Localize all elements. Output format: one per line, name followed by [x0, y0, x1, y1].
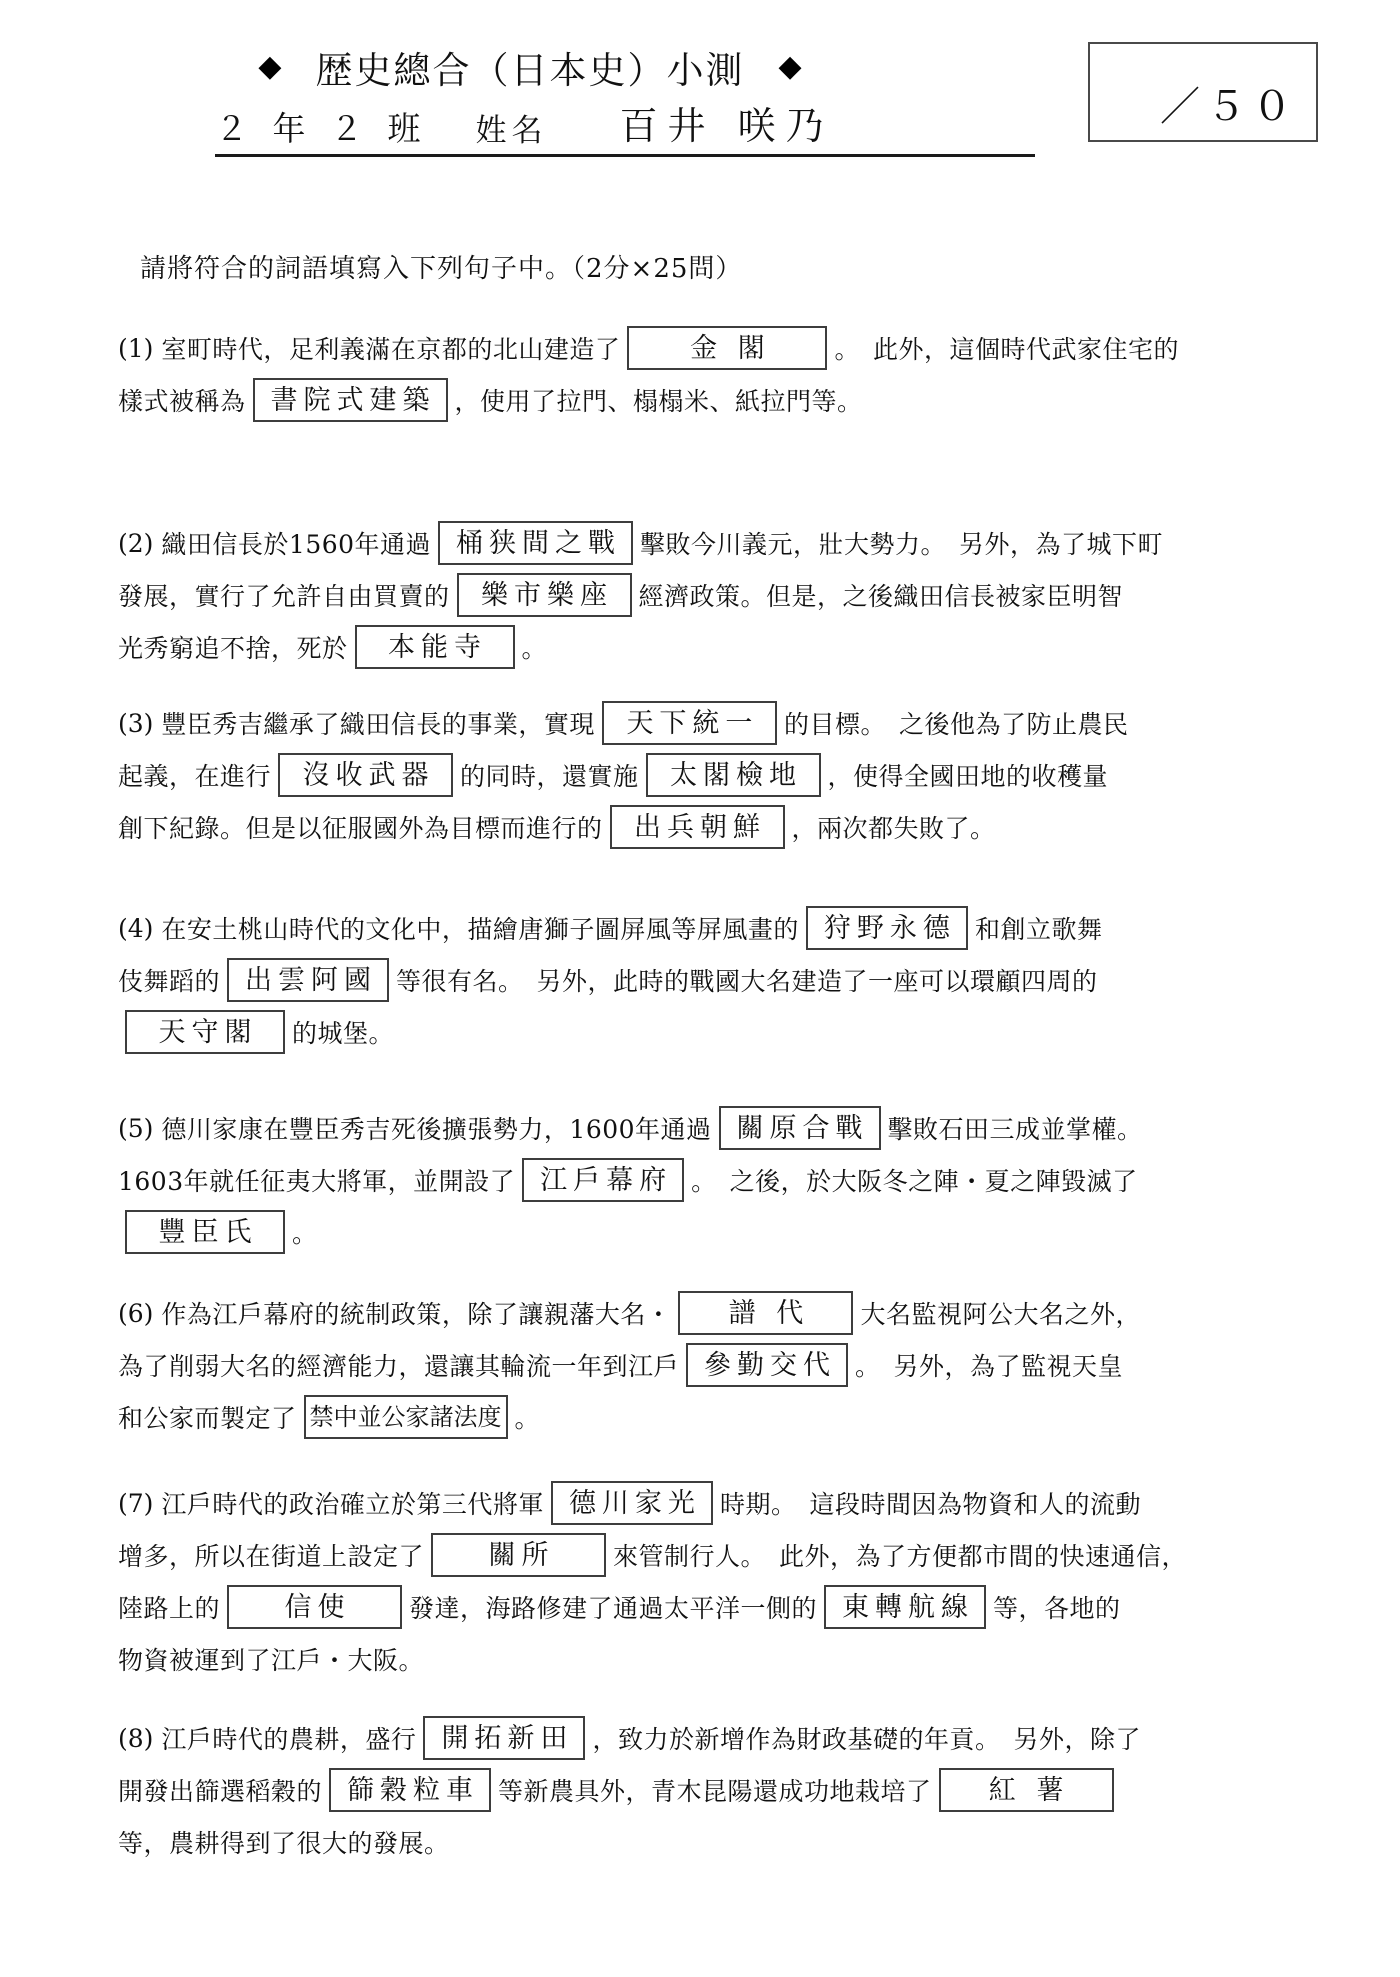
answer-box[interactable]: 本能寺	[355, 625, 515, 669]
answer-box[interactable]: 沒收武器	[278, 753, 453, 797]
question-text: 發達，海路修建了通過太平洋一側的	[409, 1594, 818, 1623]
answer-box[interactable]: 德川家光	[551, 1481, 713, 1525]
question-line	[118, 624, 1308, 670]
question-text: 等新農具外，青木昆陽還成功地栽培了	[498, 1777, 932, 1806]
question-text: 物資被運到了江戶・大阪。	[118, 1646, 425, 1675]
question-text: 的同時，還實施	[460, 762, 639, 791]
question-text: 在安土桃山時代的文化中，描繪唐獅子圖屏風等屏風畫的	[161, 915, 799, 944]
question-line	[118, 377, 1308, 423]
question-line	[118, 1584, 1308, 1630]
answer-box[interactable]: 開拓新田	[423, 1716, 585, 1760]
question-block	[118, 700, 1308, 856]
question-text: 經濟政策。但是，之後織田信長被家臣明智	[638, 582, 1124, 611]
question-text: 的城堡。	[292, 1019, 395, 1048]
question-text: 江戶時代的農耕，盛行	[161, 1725, 417, 1754]
question-text: 光秀窮追不捨，死於	[118, 634, 348, 663]
question-text: 為了削弱大名的經濟能力，還讓其輪流一年到江戶	[118, 1352, 680, 1381]
question-text: 豐臣秀吉繼承了織田信長的事業，實現	[161, 710, 595, 739]
answer-box[interactable]: 關所	[431, 1533, 606, 1577]
question-line	[118, 1209, 1308, 1255]
student-name-field[interactable]: 百井 咲乃	[619, 104, 834, 148]
score-total: ／５０	[1160, 84, 1298, 130]
question-number: (1)	[118, 333, 154, 363]
question-text: 織田信長於1560年通過	[161, 530, 432, 559]
answer-box[interactable]: 信使	[227, 1585, 402, 1629]
answer-box[interactable]: 金 閣	[627, 326, 827, 370]
question-number: (3)	[118, 708, 154, 738]
question-text: 的目標。 之後他為了防止農民	[783, 710, 1129, 739]
question-text: 江戶時代的政治確立於第三代將軍	[161, 1490, 544, 1519]
question-text: 來管制行人。 此外，為了方便都市間的快速通信，	[613, 1542, 1188, 1571]
page-title: 歴史總合（日本史）小測	[315, 49, 745, 92]
instruction-text: 請將符合的詞語填寫入下列句子中。（2分×25問）	[140, 254, 743, 284]
answer-box[interactable]: 樂市樂座	[457, 573, 632, 617]
student-identity-row	[215, 100, 1035, 157]
answer-box[interactable]: 天守閣	[125, 1010, 285, 1054]
question-line	[118, 1767, 1308, 1813]
answer-box[interactable]: 江戶幕府	[522, 1158, 684, 1202]
answer-box[interactable]: 紅 薯	[939, 1768, 1114, 1812]
answer-box[interactable]: 書院式建築	[253, 378, 448, 422]
question-line	[118, 1342, 1308, 1388]
question-text: ，使用了拉門、榻榻米、紙拉門等。	[454, 387, 863, 416]
question-text: 等很有名。 另外，此時的戰國大名建造了一座可以環顧四周的	[396, 967, 1098, 996]
question-line	[118, 325, 1308, 371]
question-text: 等，各地的	[993, 1594, 1121, 1623]
question-text: 。	[514, 1404, 541, 1433]
question-line	[118, 1480, 1308, 1526]
answer-box[interactable]: 關原合戰	[719, 1106, 881, 1150]
question-text: 開發出篩選稻穀的	[118, 1777, 323, 1806]
question-line	[118, 1290, 1308, 1336]
score-box[interactable]	[1088, 42, 1318, 142]
answer-box[interactable]: 參勤交代	[686, 1343, 848, 1387]
question-number: (4)	[118, 913, 154, 943]
question-number: (7)	[118, 1488, 154, 1518]
diamond-right-icon: ◆	[778, 49, 802, 84]
question-text: 等，農耕得到了很大的發展。	[118, 1829, 450, 1858]
question-text: ，使得全國田地的收穫量	[827, 762, 1109, 791]
question-line	[118, 957, 1308, 1003]
answer-box[interactable]: 太閣檢地	[646, 753, 821, 797]
question-text: 。 此外，這個時代武家住宅的	[834, 335, 1179, 364]
answer-box[interactable]: 出兵朝鮮	[610, 805, 785, 849]
question-line	[118, 905, 1308, 951]
question-line	[118, 1105, 1308, 1151]
question-text: 和公家而製定了	[118, 1404, 297, 1433]
question-line	[118, 752, 1308, 798]
question-line	[118, 1819, 1308, 1865]
question-block	[118, 1480, 1308, 1688]
question-line	[118, 1532, 1308, 1578]
question-text: 德川家康在豐臣秀吉死後擴張勢力，1600年通過	[161, 1115, 712, 1144]
question-text: 擊敗今川義元，壯大勢力。 另外，為了城下町	[640, 530, 1164, 559]
question-block	[118, 325, 1308, 429]
grade-class-field: ２ 年 ２ 班	[215, 109, 428, 148]
question-line	[118, 1715, 1308, 1761]
question-number: (2)	[118, 528, 154, 558]
question-text: 。	[521, 634, 548, 663]
question-text: 陸路上的	[118, 1594, 221, 1623]
answer-box[interactable]: 禁中並公家諸法度	[304, 1395, 508, 1439]
question-number: (5)	[118, 1113, 154, 1143]
question-block	[118, 905, 1308, 1061]
question-text: 樣式被稱為	[118, 387, 246, 416]
question-text: 。 之後，於大阪冬之陣・夏之陣毀滅了	[691, 1167, 1138, 1196]
question-line	[118, 1636, 1308, 1682]
answer-box[interactable]: 桶狭間之戰	[438, 521, 633, 565]
question-line	[118, 1009, 1308, 1055]
question-text: 發展，實行了允許自由買賣的	[118, 582, 450, 611]
title-row	[0, 40, 1060, 94]
answer-box[interactable]: 譜 代	[678, 1291, 853, 1335]
answer-box[interactable]: 狩野永德	[806, 906, 968, 950]
question-text: 1603年就任征夷大將軍，並開設了	[118, 1167, 516, 1196]
question-block	[118, 1105, 1308, 1261]
question-block	[118, 1290, 1308, 1446]
answer-box[interactable]: 東轉航線	[824, 1585, 986, 1629]
question-text: ，兩次都失敗了。	[791, 814, 996, 843]
answer-box[interactable]: 天下統一	[602, 701, 777, 745]
question-number: (6)	[118, 1298, 154, 1328]
question-line	[118, 1394, 1308, 1440]
question-text: 創下紀錄。但是以征服國外為目標而進行的	[118, 814, 603, 843]
answer-box[interactable]: 出雲阿國	[227, 958, 389, 1002]
question-text: 。 另外，為了監視天皇	[855, 1352, 1124, 1381]
question-text: 室町時代，足利義滿在京都的北山建造了	[161, 335, 621, 364]
question-line	[118, 572, 1308, 618]
diamond-left-icon: ◆	[258, 49, 282, 84]
question-text: 伎舞蹈的	[118, 967, 221, 996]
question-line	[118, 1157, 1308, 1203]
question-text: 擊敗石田三成並掌權。	[887, 1115, 1143, 1144]
question-text: 。	[292, 1219, 318, 1248]
name-label: 姓名	[475, 113, 548, 149]
answer-box[interactable]: 篩穀粒車	[329, 1768, 491, 1812]
worksheet-header	[0, 0, 1400, 190]
answer-box[interactable]: 豐臣氏	[125, 1210, 285, 1254]
question-text: 起義，在進行	[118, 762, 272, 791]
question-text: 增多，所以在街道上設定了	[118, 1542, 425, 1571]
question-block	[118, 1715, 1308, 1871]
question-line	[118, 804, 1308, 850]
question-text: 大名監視阿公大名之外，	[860, 1300, 1141, 1329]
question-number: (8)	[118, 1723, 154, 1753]
question-line	[118, 700, 1308, 746]
question-text: 和創立歌舞	[974, 915, 1103, 944]
question-text: 時期。 這段時間因為物資和人的流動	[719, 1490, 1141, 1519]
question-block	[118, 520, 1308, 676]
question-text: ，致力於新增作為財政基礎的年貢。 另外，除了	[592, 1725, 1141, 1754]
question-text: 作為江戶幕府的統制政策，除了讓親藩大名・	[161, 1300, 672, 1329]
question-line	[118, 520, 1308, 566]
